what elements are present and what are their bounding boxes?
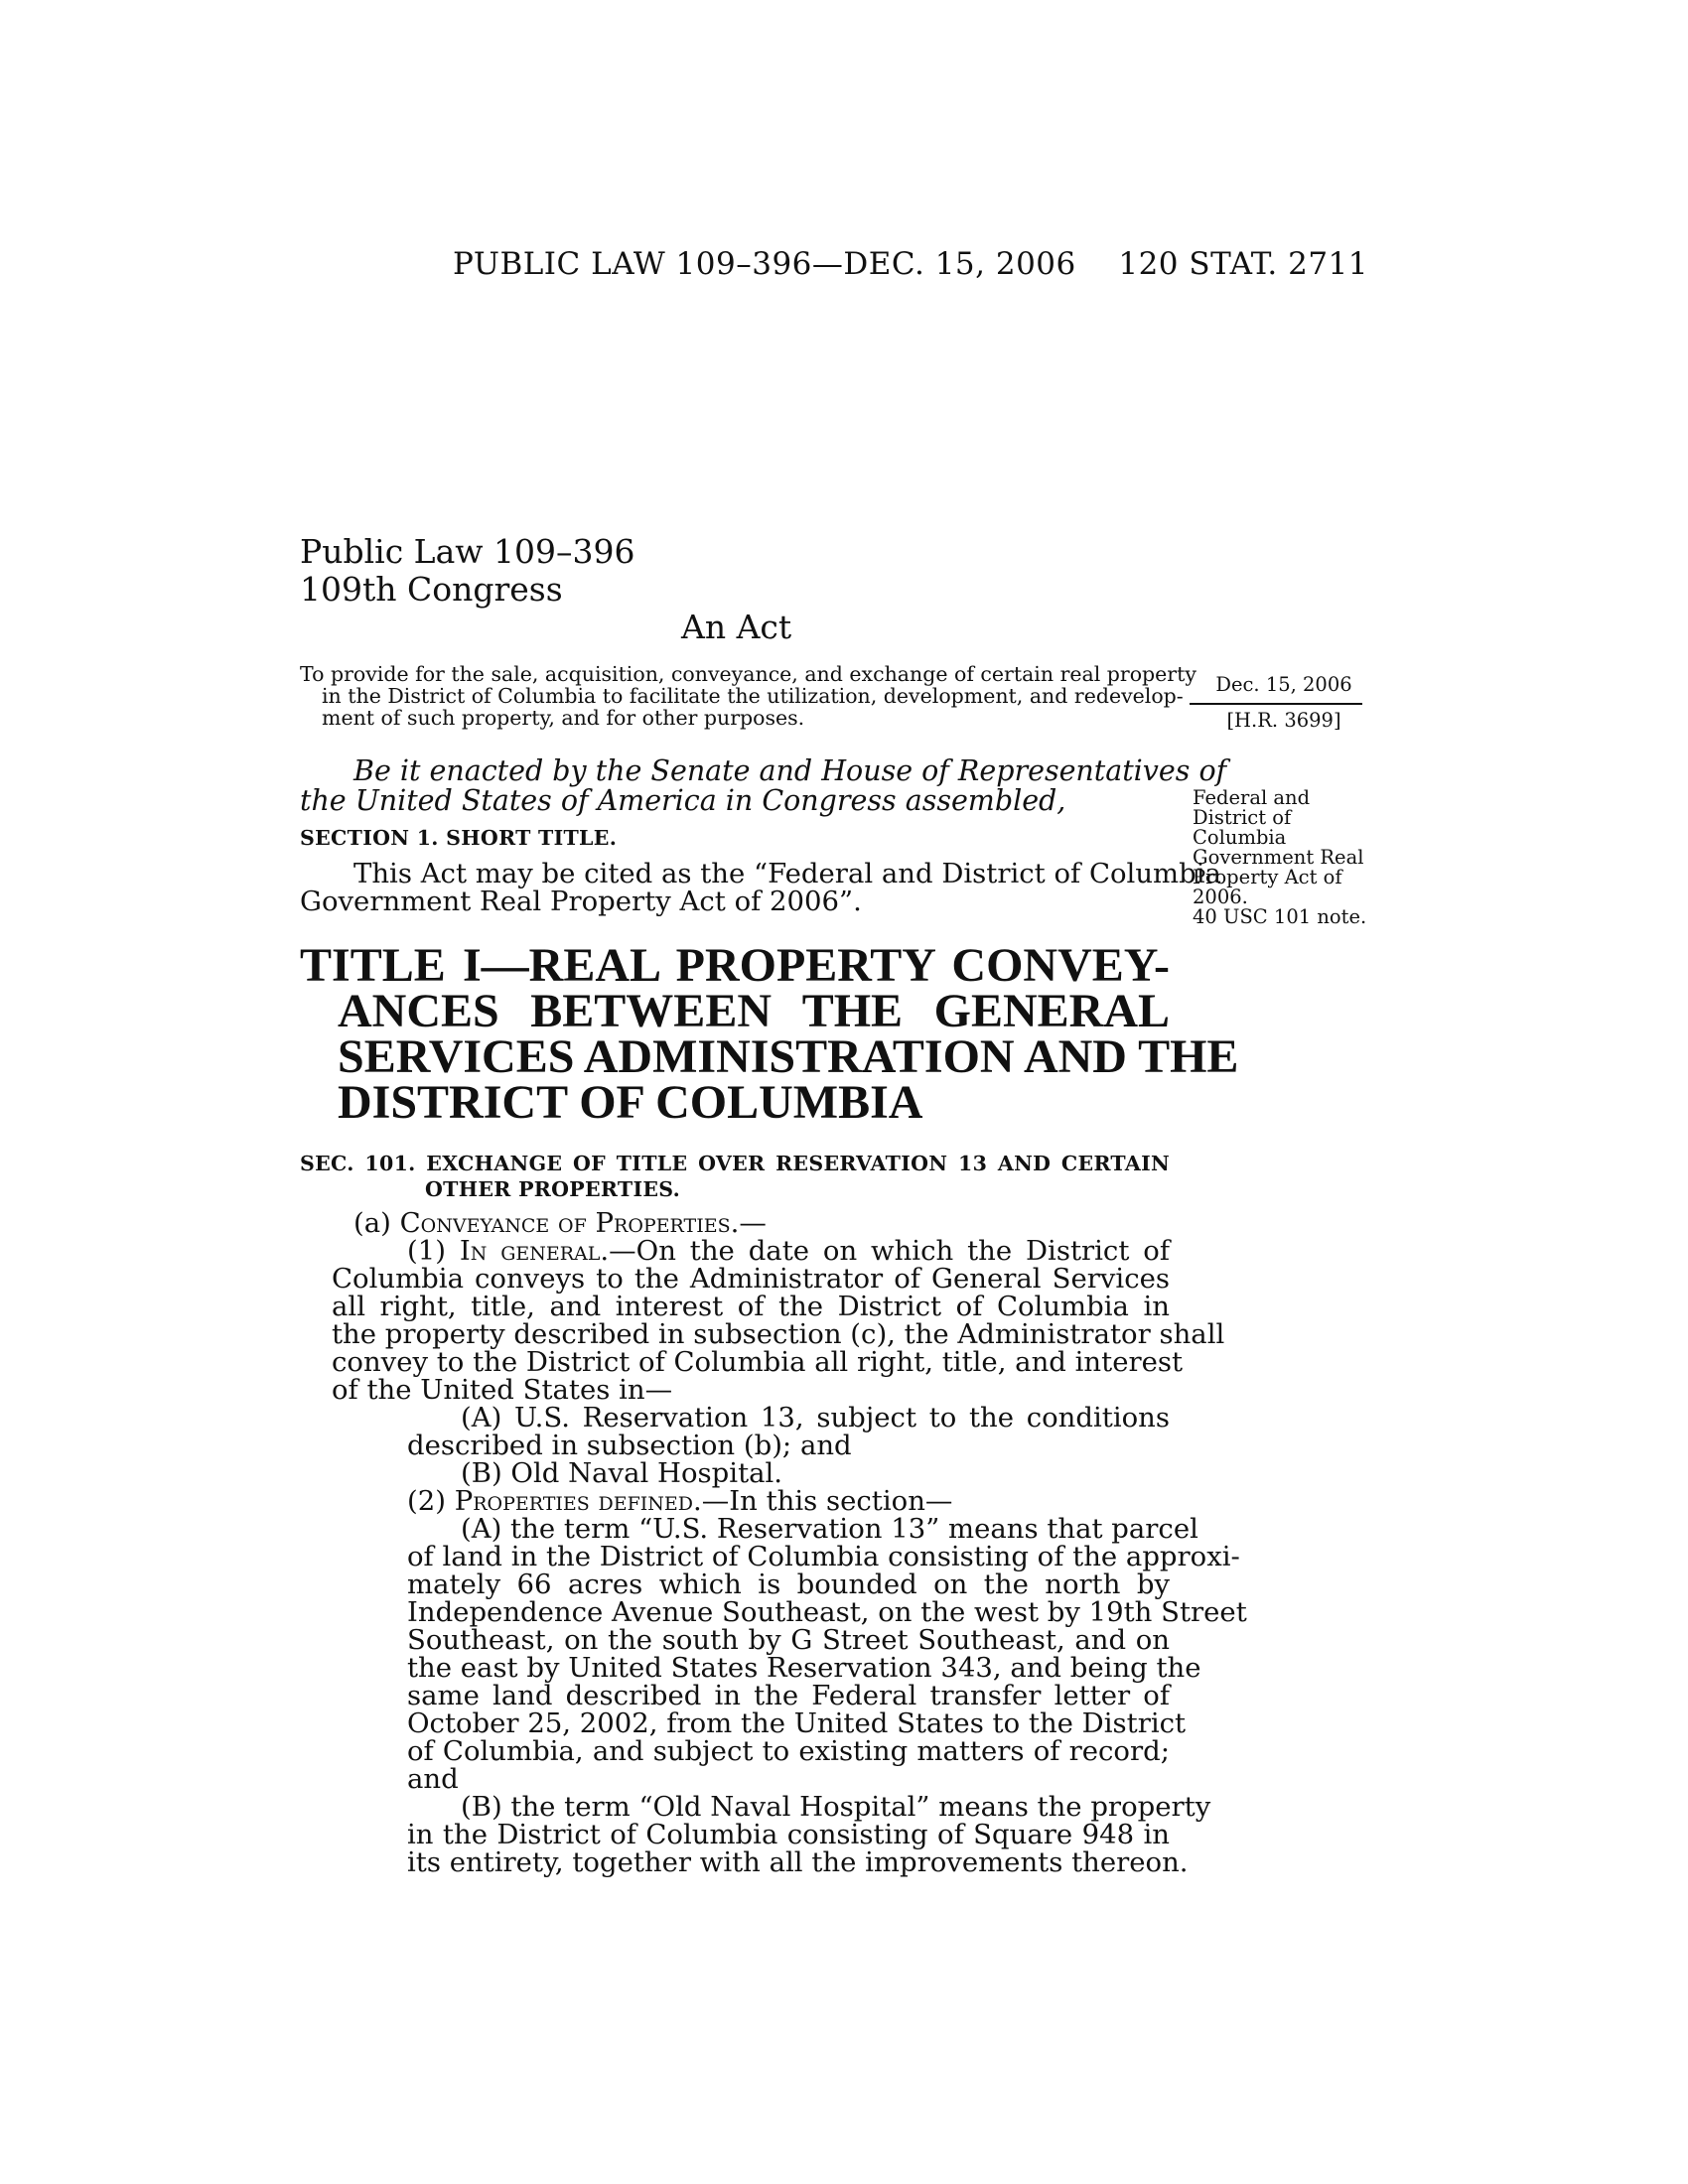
clause-B-line: (B) Old Naval Hospital.: [461, 1457, 783, 1489]
paragraph-1-line: the property described in subsection (c), the Administrator shall: [332, 1318, 1225, 1350]
enacting-line-1: Be it enacted by the Senate and House of Representatives of: [353, 754, 1227, 787]
margin-note-line: District of: [1193, 806, 1292, 829]
running-header-title: PUBLIC LAW 109–396—DEC. 15, 2006: [453, 246, 1076, 282]
title-i-heading: [300, 939, 1239, 1129]
definition-A-line: same land described in the Federal transfer letter of: [407, 1680, 1170, 1711]
section-1-heading: SECTION 1. SHORT TITLE.: [300, 826, 618, 850]
definition-B-line: (B) the term “Old Naval Hospital” means the property: [461, 1791, 1211, 1823]
margin-note-line: Property Act of: [1193, 866, 1342, 888]
purpose-line-2: in the District of Columbia to facilitate the utilization, development, and redevelop-: [322, 684, 1184, 708]
section-1-line-2: Government Real Property Act of 2006”.: [300, 886, 862, 917]
paragraph-2-caption: Properties defined: [454, 1485, 694, 1517]
enacting-clause: [300, 754, 1227, 817]
margin-note-line: Federal and: [1193, 786, 1311, 809]
section-1-text: [300, 858, 1221, 917]
paragraph-1-first-line: [300, 1237, 1170, 1265]
subsection-a-dash: .—: [730, 1207, 767, 1239]
paragraph-1-text-start: .—On the date on which the District of: [600, 1235, 1171, 1267]
title-line-3: SERVICES ADMINISTRATION AND THE: [338, 1030, 1239, 1083]
sec-101-body: [300, 1207, 1247, 1878]
margin-divider: [1190, 703, 1362, 705]
title-line-1: TITLE I—REAL PROPERTY CONVEY-: [300, 939, 1170, 992]
purpose-line-3: ment of such property, and for other purposes.: [322, 706, 805, 730]
paragraph-2-heading: [300, 1487, 1170, 1515]
paragraph-1-line: convey to the District of Columbia all right, title, and interest: [332, 1346, 1184, 1378]
definition-A-line: the east by United States Reservation 343, and being the: [407, 1652, 1201, 1684]
paragraph-2-text: .—In this section—: [693, 1485, 953, 1517]
purpose-paragraph: [300, 662, 1196, 730]
margin-note-line: Government Real: [1193, 846, 1364, 869]
definition-A-line: Southeast, on the south by G Street Southeast, and on: [407, 1624, 1170, 1656]
definition-A-line: of Columbia, and subject to existing matters of record;: [407, 1735, 1170, 1767]
margin-note-line: 40 USC 101 note.: [1193, 905, 1367, 928]
definition-A: [300, 1513, 1247, 1795]
clause-A-line-1: (A) U.S. Reservation 13, subject to the conditions: [461, 1402, 1170, 1433]
definition-A-line: mately 66 acres which is bounded on the north by: [407, 1569, 1170, 1600]
stat-page-number: 120 STAT. 2711: [1118, 246, 1368, 282]
definition-A-line: of land in the District of Columbia consisting of the approxi-: [407, 1541, 1240, 1572]
definition-A-last-line: and: [407, 1763, 459, 1795]
paragraph-1-caption: In general: [459, 1235, 601, 1267]
title-line-4: DISTRICT OF COLUMBIA: [338, 1076, 923, 1129]
enacting-line-2: the United States of America in Congress assembled,: [300, 784, 1066, 817]
paragraph-1-last-line: of the United States in—: [332, 1374, 673, 1406]
definition-B-line: its entirety, together with all the improvements thereon.: [407, 1846, 1189, 1878]
purpose-line-1: To provide for the sale, acquisition, conveyance, and exchange of certain real property: [300, 662, 1196, 686]
definition-A-line: (A) the term “U.S. Reservation 13” means that parcel: [461, 1513, 1198, 1545]
sec-101-heading-line-1: SEC. 101. EXCHANGE OF TITLE OVER RESERVATION 13 AND CERTAIN: [300, 1152, 1170, 1175]
margin-date: Dec. 15, 2006: [1215, 673, 1352, 696]
clause-A-line-2: described in subsection (b); and: [407, 1430, 852, 1461]
sec-101-heading-line-2: OTHER PROPERTIES.: [425, 1177, 681, 1201]
margin-note-line: Columbia: [1193, 826, 1287, 849]
sec-101-heading: [300, 1152, 1170, 1201]
subsection-a-label: (a): [353, 1207, 400, 1239]
public-law-number: Public Law 109–396: [300, 532, 635, 571]
congress-number: 109th Congress: [300, 570, 563, 609]
definition-B: [300, 1791, 1211, 1878]
paragraph-1-line: all right, title, and interest of the District of Columbia in: [332, 1291, 1170, 1322]
paragraph-1-line: Columbia conveys to the Administrator of General Services: [332, 1263, 1170, 1295]
subsection-a-heading: [300, 1209, 1170, 1237]
section-1-line-1: This Act may be cited as the “Federal and District of Columbia: [353, 858, 1221, 889]
subsection-a-caption: Conveyance of Properties: [399, 1207, 731, 1239]
definition-B-line: in the District of Columbia consisting of Square 948 in: [407, 1819, 1170, 1850]
paragraph-2-label: (2): [407, 1485, 455, 1517]
paragraph-1-label: (1): [407, 1235, 460, 1267]
margin-bill-number: [H.R. 3699]: [1226, 709, 1341, 732]
an-act-heading: An Act: [681, 608, 792, 646]
definition-A-line: Independence Avenue Southeast, on the west by 19th Street: [407, 1596, 1247, 1628]
margin-note-line: 2006.: [1193, 886, 1248, 908]
definition-A-line: October 25, 2002, from the United States to the District: [407, 1707, 1187, 1739]
title-line-2: ANCES BETWEEN THE GENERAL: [338, 985, 1170, 1037]
